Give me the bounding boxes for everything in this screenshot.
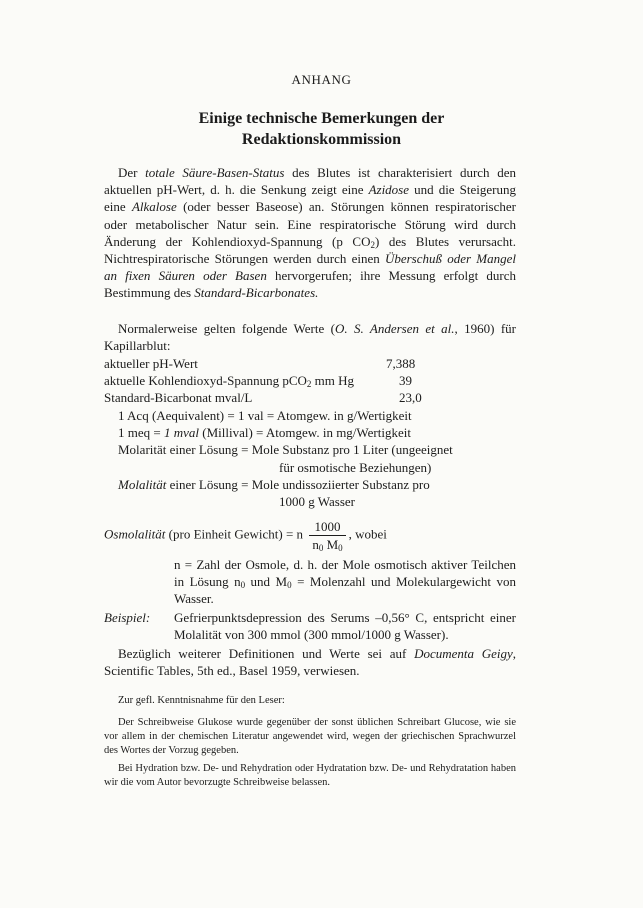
title-line-1: Einige technische Bemerkungen der: [198, 110, 445, 127]
section-header: ANHANG: [291, 72, 352, 87]
term-standard-bicarbonate: Standard-Bicarbonates.: [194, 285, 319, 301]
note-heading: Zur gefl. Kenntnisnahme für den Leser:: [118, 695, 285, 706]
definition-meq: 1 meq = 1 mval (Millival) = Atomgew. in mg/Wertigkeit: [118, 425, 411, 441]
term-reference: O. S. Andersen et al.: [334, 321, 455, 336]
term-excess-deficit: Überschuß oder Mangel an fixen Säuren oder Basen: [104, 251, 516, 284]
term-osmolality: Osmolalität: [104, 526, 166, 542]
value-number: 7,388: [386, 356, 416, 371]
value-row: [104, 355, 516, 372]
paragraph-reference: Bezüglich weiterer Definitionen und Werte sei auf Documenta Geigy, Scientific Tables, 5th ed., Basel 1959, verwiesen.: [104, 646, 517, 679]
value-label: Standard-Bicarbonat mval/L: [104, 390, 253, 406]
paragraph-acid-base-status: Der totale Säure-Basen-Status des Blutes ist charakterisiert durch den aktuellen pH-Wert, d. h. die Senkung zeigt eine Azidose und die Steigerung eine Alkalose (oder besser Baseose) an. Störungen können respiratorischer oder metabolischer Natur sein. Eine respiratorische Störung wird durch Änderung der Kohlendioxyd-Spannung (p $CO_2$) des Blutes verursacht. Nichtrespiratorische Störungen werden durch einen Überschuß oder Mangel an fixen Säuren oder Basen hervorgerufen; ihre Messung erfolgt durch Bestimmung des Standard-Bicarbonates.: [104, 165, 516, 301]
definition-acq: 1 Acq (Aequivalent) = 1 val = Atomgew. in g/Wertigkeit: [118, 408, 412, 423]
fraction: $\frac{1000}{n_0 M_0}$: [309, 518, 345, 553]
term-documenta-geigy: Documenta Geigy: [414, 646, 513, 661]
definition-molality: Molalität einer Lösung = Mole undissoziierter Substanz pro 1000 g Wasser: [118, 476, 430, 509]
value-row: [104, 389, 516, 406]
definition-molarity: Molarität einer Lösung = Mole Substanz pro 1 Liter (ungeeignet für osmotische Beziehungen): [118, 442, 453, 475]
value-label: aktueller pH-Wert: [104, 356, 198, 371]
example-label: Beispiel:: [104, 610, 151, 625]
note-hydration: Bei Hydration bzw. De- und Rehydration oder Hydratation bzw. De- und Rehydratation haben wir die vom Autor bevorzugte Schreibweise belassen.: [104, 763, 516, 788]
paragraph-normal-values: Normalerweise gelten folgende Werte (O. S. Andersen et al., 1960) für Kapillarblut:: [104, 321, 516, 354]
value-number: 39: [399, 373, 412, 389]
osmolality-explanation: n = Zahl der Osmole, d. h. der Mole osmotisch aktiver Teilchen in Lösung $n_0$ und $M_0$ = Molenzahl und Molekulargewicht von Wasser.: [174, 557, 516, 607]
note-glukose: Der Schreibweise Glukose wurde gegenüber der sonst üblichen Schreibart Glucose, wie sie vor allem in der chemischen Literatur angewendet wird, wegen der griechischen Sprachwurzel des Wortes der Vorzug gegeben.: [104, 717, 516, 756]
page-title: [0, 108, 643, 150]
term-azidose: Azidose: [368, 182, 410, 198]
example-text: Gefrierpunktsdepression des Serums –0,56° C, entspricht einer Molalität von 300 mmol (300 mmol/1000 g Wasser).: [174, 610, 516, 643]
value-row: [104, 372, 516, 389]
values-table: [104, 355, 516, 407]
value-number: 23,0: [399, 390, 422, 406]
osmolality-formula: Osmolalität (pro Einheit Gewicht) = n $\frac{1000}{n_0 M_0}$ , wobei: [104, 519, 387, 554]
term-alkalose: Alkalose: [131, 199, 177, 215]
title-line-2: Redaktionskommission: [241, 131, 402, 148]
value-label: aktuelle Kohlendioxyd-Spannung pCO$_2$ mm Hg: [104, 373, 355, 390]
definitions: [104, 407, 516, 510]
term-total-status: totale Säure-Basen-Status: [145, 165, 285, 180]
